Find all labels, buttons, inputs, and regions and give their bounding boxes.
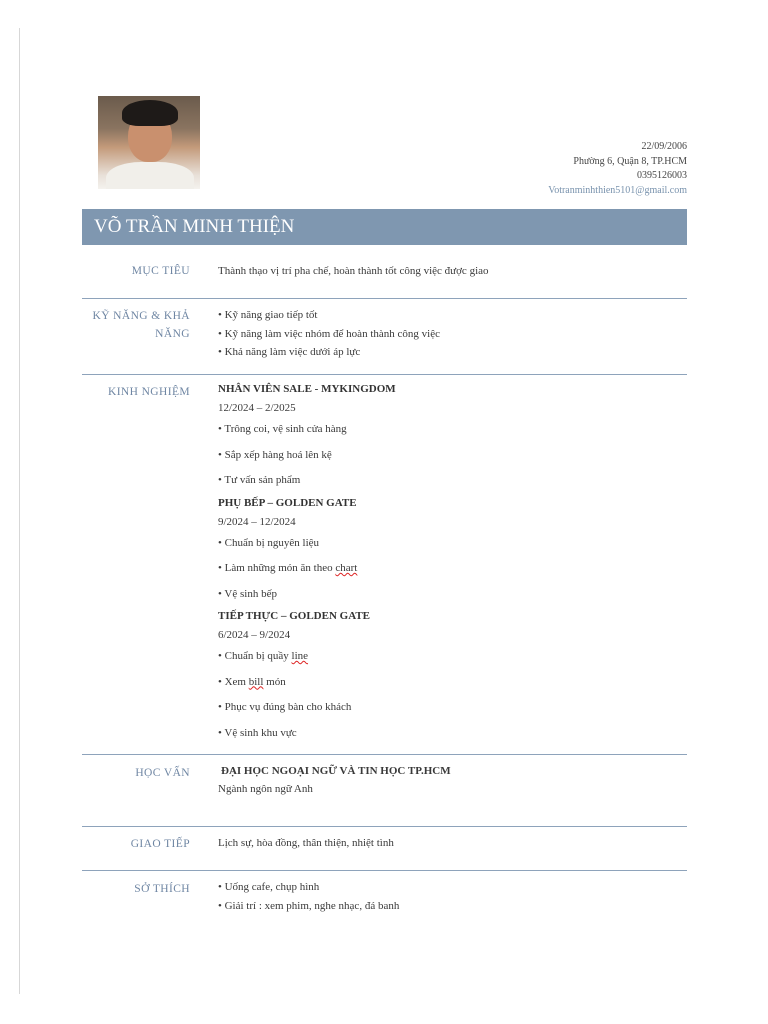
objective-text — [218, 262, 678, 281]
section-label-communication: GIAO TIẾP — [130, 838, 190, 850]
section-divider — [82, 870, 687, 871]
major: Ngành ngôn ngữ Anh — [218, 783, 313, 795]
skill-item: • Kỹ năng làm việc nhóm để hoàn thành công việc — [218, 327, 440, 340]
section-label-skills — [82, 307, 190, 343]
section-label-education: HỌC VẤN — [135, 767, 190, 779]
job-dates: 6/2024 – 9/2024 — [218, 629, 291, 641]
job-title: PHỤ BẾP – GOLDEN GATE — [218, 496, 357, 509]
contact-block — [548, 140, 687, 198]
name-banner — [82, 209, 687, 245]
date-of-birth: 22/09/2006 — [641, 141, 687, 152]
hobbies-list — [218, 878, 678, 915]
section-label-objective: MỤC TIÊU — [131, 265, 190, 277]
communication-text: Lịch sự, hòa đồng, thân thiện, nhiệt tình — [218, 837, 394, 849]
section-divider — [82, 298, 687, 299]
objective-line: Thành thạo vị trí pha chế, hoàn thành tốt công việc được giao — [218, 265, 489, 277]
job-entry — [218, 380, 678, 494]
skills-list — [218, 306, 678, 362]
job-bullet: • Phục vụ đúng bàn cho khách — [218, 701, 352, 713]
job-entry — [218, 494, 678, 608]
phone: 0395126003 — [637, 170, 687, 181]
skill-item: • Khả năng làm việc dưới áp lực — [218, 346, 361, 358]
education-block — [218, 762, 678, 799]
job-bullet: • Sắp xếp hàng hoá lên kệ — [218, 448, 332, 461]
job-bullet: • Chuẩn bị nguyên liệu — [218, 536, 320, 549]
job-title: NHÂN VIÊN SALE - MYKINGDOM — [218, 383, 396, 395]
section-label-experience: KINH NGHIỆM — [107, 386, 190, 398]
job-bullet: • Trông coi, vệ sinh cửa hàng — [218, 423, 347, 435]
job-bullet: • Vệ sinh bếp — [218, 587, 277, 600]
hobby-item: • Giải trí : xem phim, nghe nhạc, đá banh — [218, 899, 400, 912]
hobby-item: • Uống cafe, chụp hình — [218, 881, 320, 893]
communication-block — [218, 834, 678, 853]
school-name: ĐẠI HỌC NGOẠI NGỮ VÀ TIN HỌC TP.HCM — [221, 765, 451, 777]
profile-photo — [98, 96, 200, 189]
section-label-hobbies: SỞ THÍCH — [134, 883, 190, 895]
skills-label-line2: NĂNG — [155, 328, 190, 340]
job-dates: 12/2024 – 2/2025 — [218, 402, 296, 414]
job-bullet: • Chuẩn bị quầy line — [218, 650, 309, 662]
job-bullet: • Vệ sinh khu vực — [218, 726, 297, 739]
section-divider — [82, 826, 687, 827]
address: Phường 6, Quận 8, TP.HCM — [573, 155, 687, 167]
job-title: TIẾP THỰC – GOLDEN GATE — [218, 610, 370, 622]
skill-item: • Kỹ năng giao tiếp tốt — [218, 309, 318, 321]
job-entry — [218, 607, 678, 746]
section-divider — [82, 754, 687, 755]
section-divider — [82, 374, 687, 375]
experience-list — [218, 380, 678, 746]
job-bullet: • Làm những món ăn theo chart — [218, 562, 358, 574]
job-dates: 9/2024 – 12/2024 — [218, 515, 296, 528]
job-bullet: • Xem bill món — [218, 675, 286, 688]
skills-label-line1: KỸ NĂNG & KHẢ — [92, 310, 190, 322]
page-margin-line — [19, 28, 20, 994]
email-link[interactable]: Votranminhthien5101@gmail.com — [548, 184, 687, 196]
candidate-name: VÕ TRẦN MINH THIỆN — [94, 216, 295, 237]
job-bullet: • Tư vấn sản phẩm — [218, 474, 301, 486]
